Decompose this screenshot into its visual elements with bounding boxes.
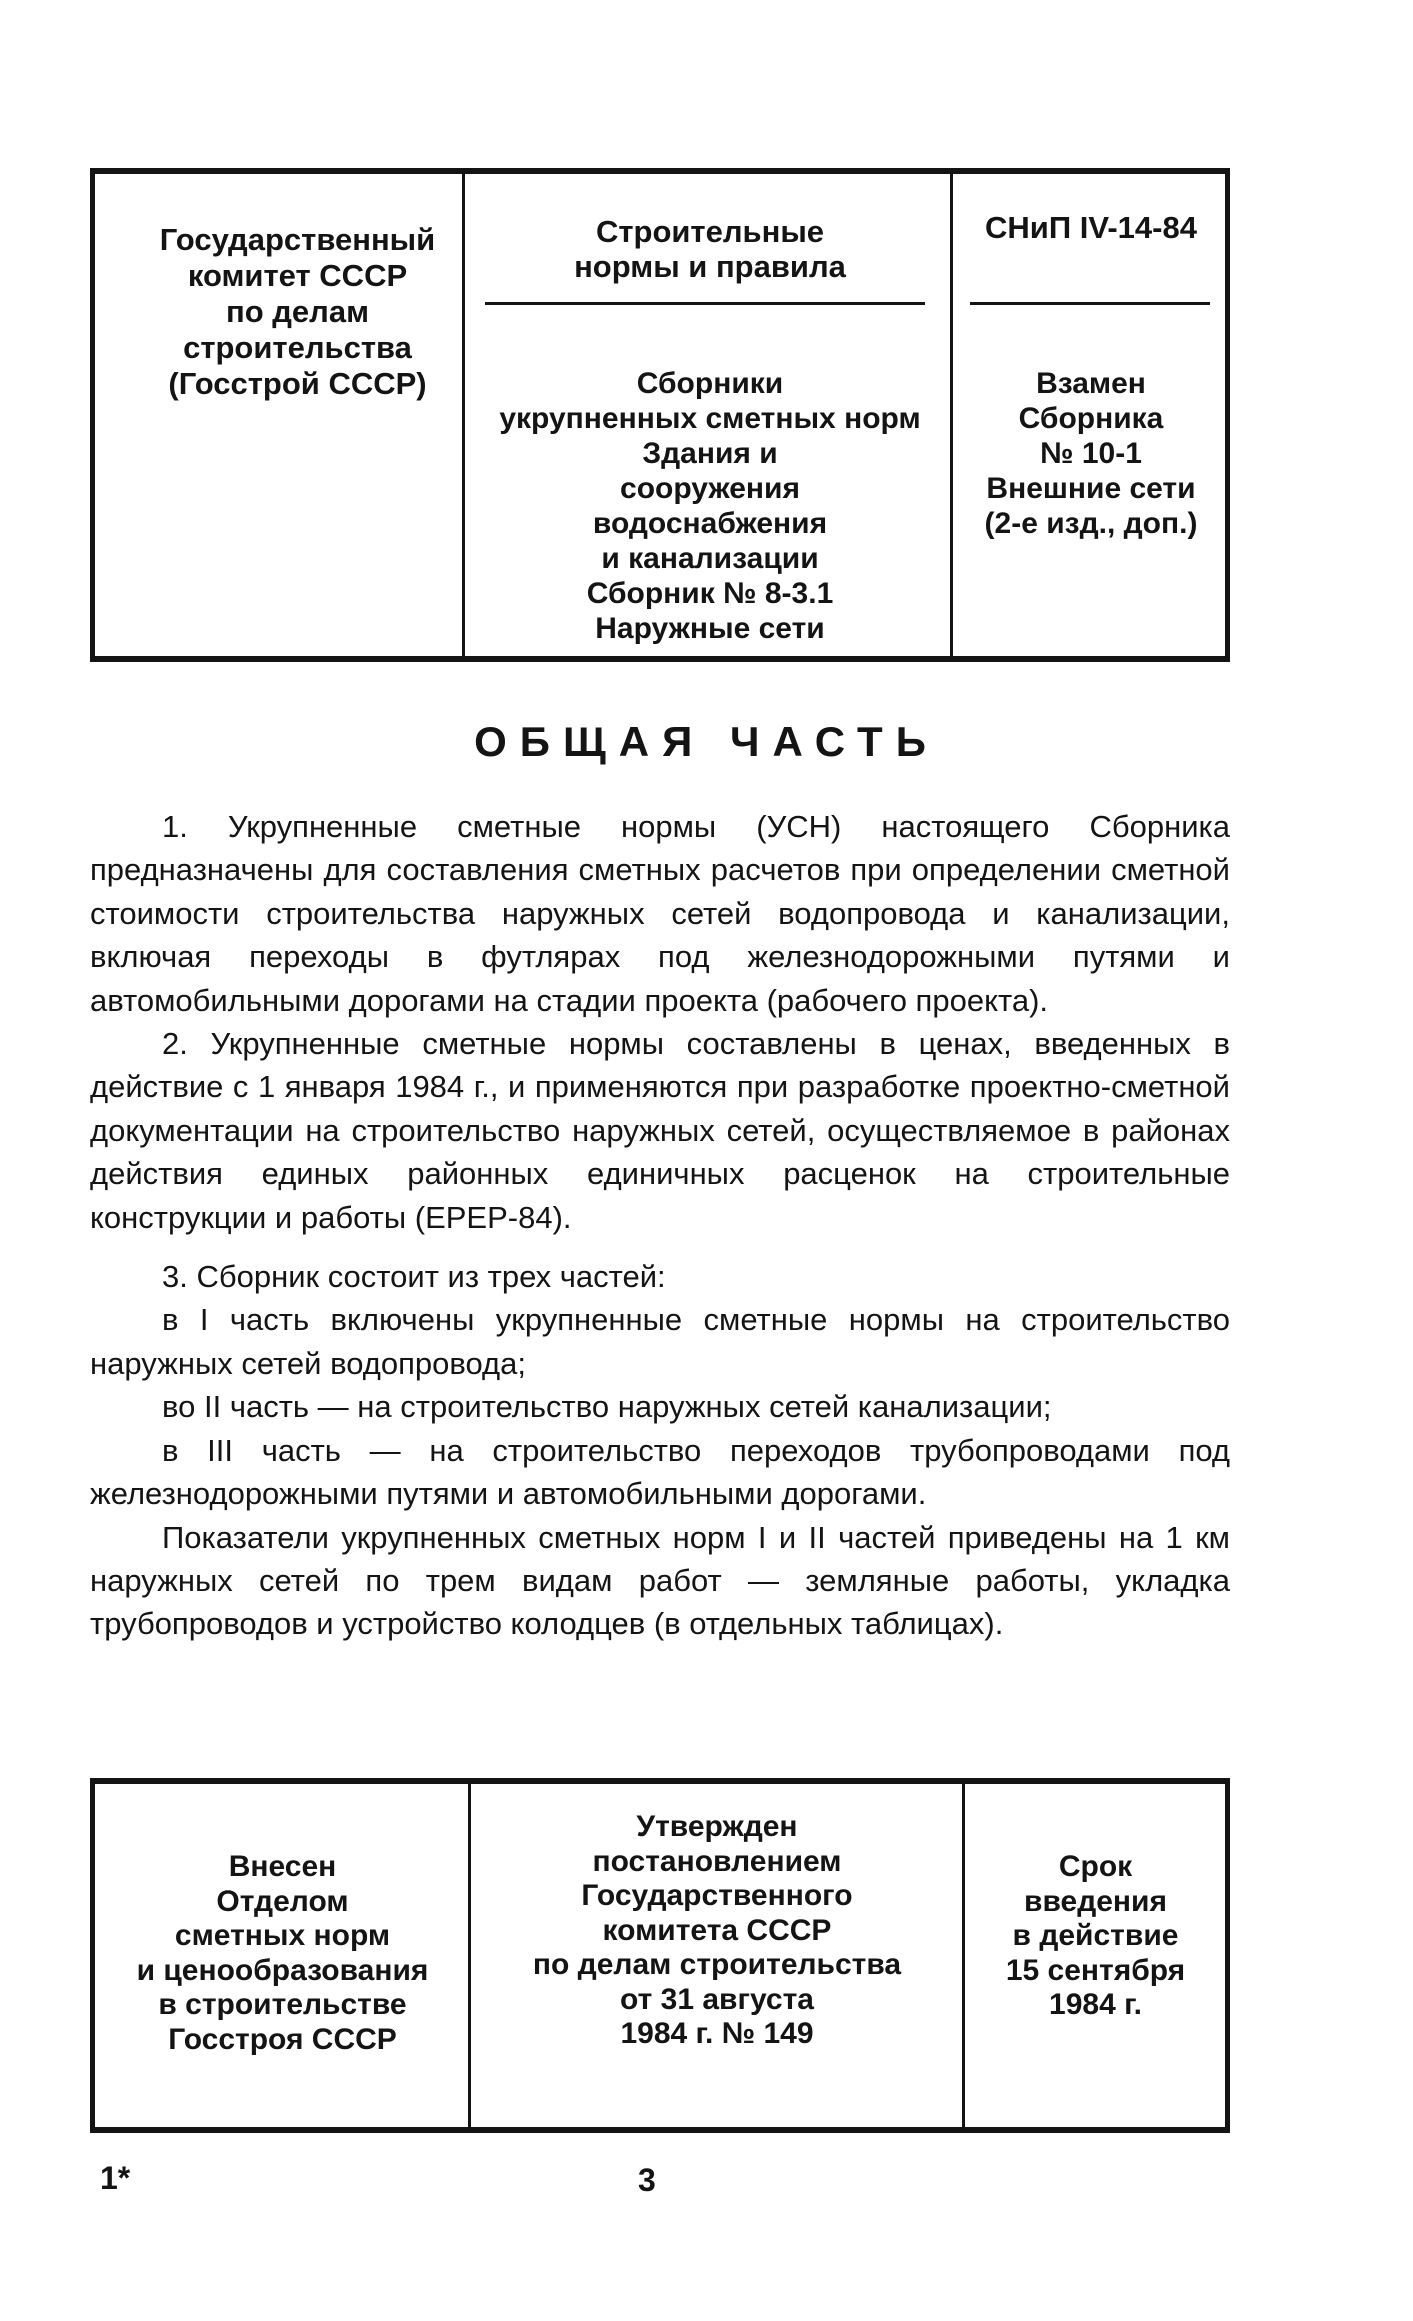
paragraph-1: 1. Укрупненные сметные нормы (УСН) настоящего Сборника предназначены для составления сметных расчетов при определении сметной стоимости строительства наружных сетей водопровода и канализации, включая переходы в футлярах под железнодорожными путями и автомобильными дорогами на стадии проекта (рабочего проекта). [90,809,1230,1018]
footer-divider-2 [962,1784,965,2127]
effective-date: Срок введения в действие 15 сентября 1984 г. [1005,1850,1186,2021]
page-number: 3 [638,2162,656,2198]
collection-title: Сборники укрупненных сметных норм Здания и сооружения водоснабжения и канализации Сборник № 8-3.1 Наружные сети [499,367,921,645]
signature-mark: 1* [100,2160,131,2196]
general-part-text [90,805,1230,1646]
paragraph-3: 3. Сборник состоит из трех частей: [162,1259,666,1295]
section-title: ОБЩАЯ ЧАСТЬ [474,718,939,765]
document-code: СНиП IV-14-84 [985,210,1197,245]
header-rule-middle [485,302,925,305]
header-table [90,168,1230,662]
introduced-by: Внесен Отделом сметных норм и ценообразования в строительстве Госстроя СССР [136,1850,429,2056]
paragraph-part-1: в I часть включены укрупненные сметные нормы на строительство наружных сетей водопровода; [90,1302,1230,1381]
footer-table [90,1778,1230,2133]
paragraph-part-3: в III часть — на строительство переходов трубопроводами под железнодорожными путями и автомобильными дорогами. [90,1432,1230,1512]
footer-divider-1 [468,1784,471,2127]
paragraph-2: 2. Укрупненные сметные нормы составлены в ценах, введенных в действие с 1 января 1984 г., и применяются при разработке проектно-сметной документации на строительство наружных сетей, осуществляемое в районах действия единых районных единичных расценок на строительные конструкции и работы (ЕРЕР-84). [90,1026,1230,1235]
header-rule-right [970,302,1210,305]
paragraph-indicators: Показатели укрупненных сметных норм I и II частей приведены на 1 км наружных сетей по трем видам работ — земляные работы, укладка трубопроводов и устройство колодцев (в отдельных таблицах). [90,1519,1230,1642]
footer-left-border [90,1784,95,2127]
footer-right-border [1225,1784,1230,2127]
paragraph-part-2: во II часть — на строительство наружных сетей канализации; [162,1389,1052,1425]
replaces-note: Взамен Сборника № 10-1 Внешние сети (2-е изд., доп.) [984,367,1198,540]
approved-by: Утвержден постановлением Государственного комитета СССР по делам строительства от 31 августа 1984 г. № 149 [532,1810,902,2050]
header-left-border [90,174,95,656]
issuing-agency: Государственный комитет СССР по делам строительства (Госстрой СССР) [159,222,436,401]
norms-title: Строительные нормы и правила [574,214,846,284]
